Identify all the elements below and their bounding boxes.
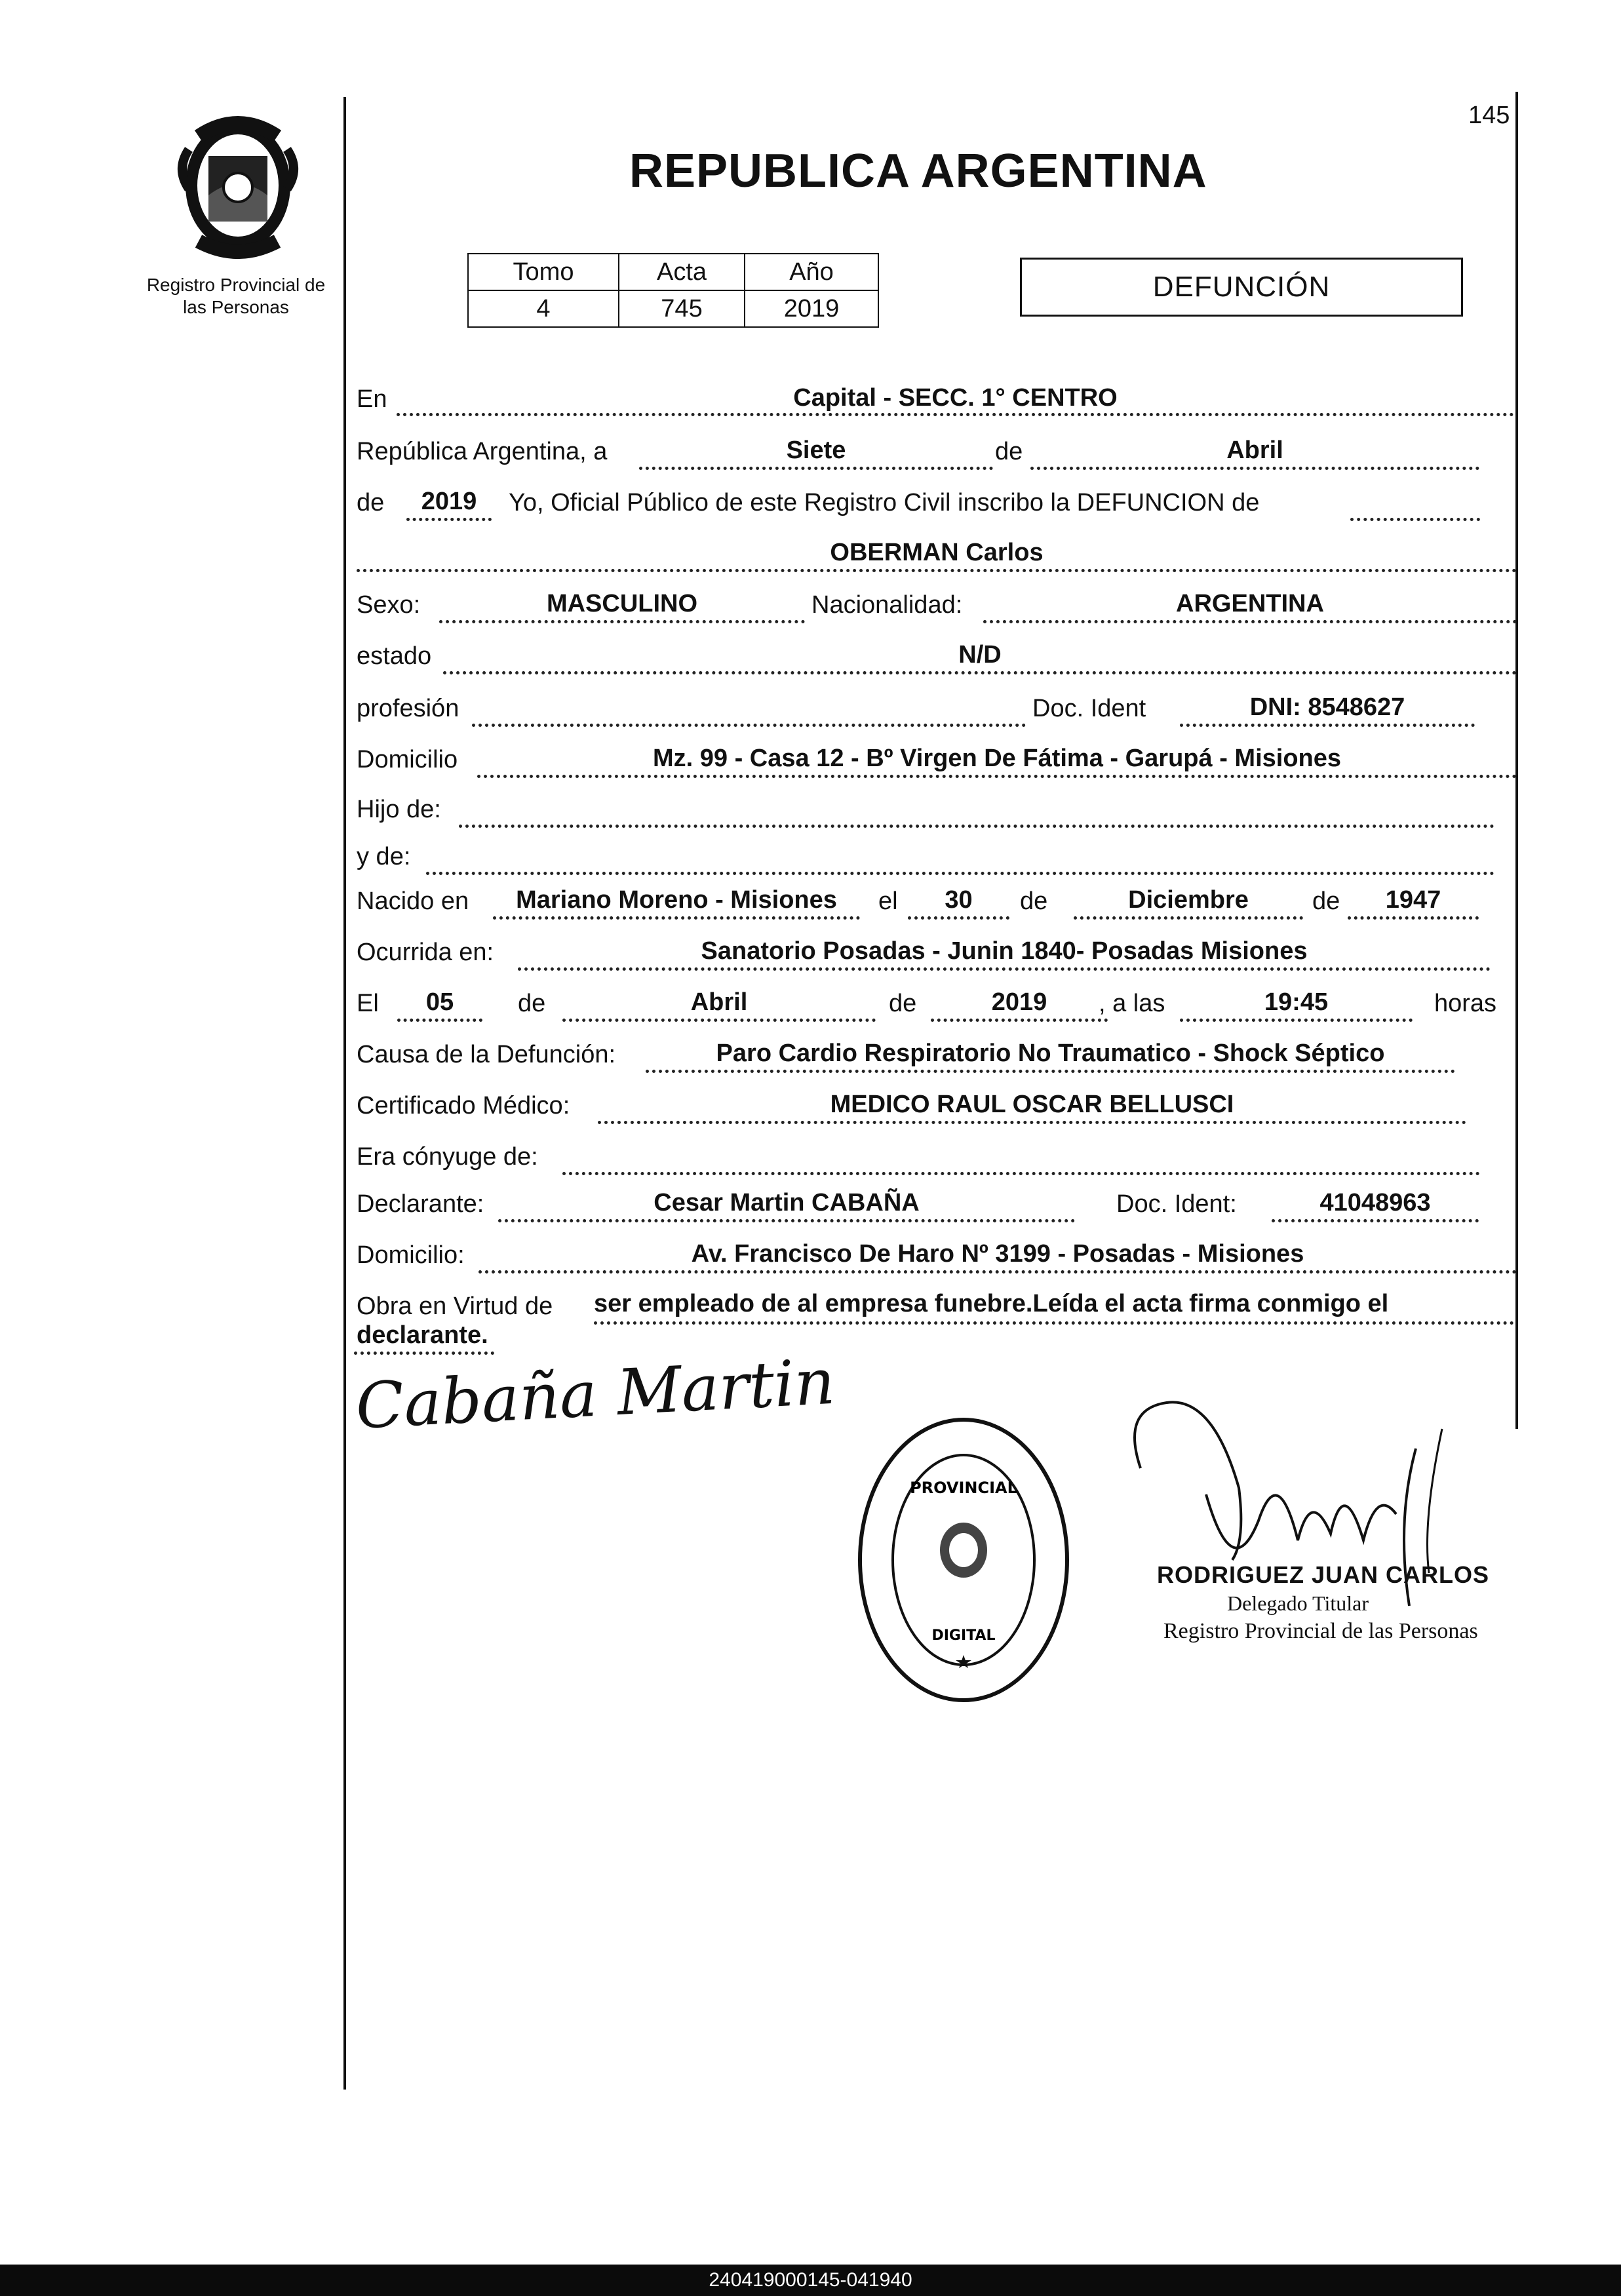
nac-anio-value: 1947	[1385, 886, 1441, 914]
domicilio-label: Domicilio	[357, 746, 458, 773]
officer-signature-icon	[1114, 1390, 1481, 1625]
estado-value: N/D	[958, 641, 1002, 669]
de-label: de	[995, 438, 1023, 465]
dia-value: Siete	[786, 437, 846, 464]
year-line	[406, 518, 492, 521]
decl-dom-label: Domicilio:	[357, 1241, 465, 1269]
nacido-label: Nacido en	[357, 887, 469, 915]
conyuge-label: Era cónyuge de:	[357, 1143, 538, 1171]
def-de2-label: de	[889, 990, 917, 1017]
mes-line	[1030, 467, 1479, 470]
record-table-cell: 745	[619, 290, 745, 327]
sexo-line	[439, 620, 805, 623]
def-anio-line	[931, 1019, 1108, 1022]
causa-line	[646, 1070, 1455, 1073]
obra-value-line1: ser empleado de al empresa funebre.Leída el acta firma conmigo el	[594, 1290, 1389, 1317]
causa-value: Paro Cardio Respiratorio No Traumatico - Shock Séptico	[716, 1040, 1385, 1067]
decl-dom-line	[478, 1270, 1517, 1274]
obra-line-1	[594, 1321, 1514, 1325]
officer-name: RODRIGUEZ JUAN CARLOS	[1157, 1561, 1490, 1588]
nacionalidad-label: Nacionalidad:	[811, 591, 963, 619]
record-table-cell: 2019	[745, 290, 878, 327]
hora-value: 19:45	[1264, 988, 1329, 1016]
de-year-label: de	[357, 489, 385, 516]
record-table-header: Año	[745, 254, 878, 290]
declarant-signature: Cabaña Martin	[354, 1344, 837, 1443]
registry-caption	[131, 274, 341, 319]
def-dia-line	[397, 1019, 482, 1022]
svg-text:PROVINCIAL: PROVINCIAL	[910, 1479, 1017, 1497]
domicilio-line	[477, 775, 1517, 778]
declarante-label: Declarante:	[357, 1190, 484, 1218]
def-de1-label: de	[518, 990, 546, 1017]
nacionalidad-value: ARGENTINA	[1176, 590, 1324, 617]
obra-value-line2: declarante.	[357, 1321, 488, 1349]
def-dia-value: 05	[425, 988, 454, 1016]
republica-label: República Argentina, a	[357, 438, 608, 465]
yde-label: y de:	[357, 843, 411, 870]
sexo-label: Sexo:	[357, 591, 421, 619]
def-mes-value: Abril	[690, 988, 748, 1016]
coat-of-arms-icon	[163, 110, 313, 261]
nac-anio-line	[1348, 916, 1479, 920]
declarante-line	[498, 1219, 1075, 1222]
registry-caption-line1: Registro Provincial de	[146, 275, 326, 295]
left-margin-rule	[343, 97, 346, 2090]
record-table-header: Tomo	[468, 254, 619, 290]
document-type-box	[1020, 258, 1463, 317]
obra-label: Obra en Virtud de	[357, 1293, 553, 1320]
estado-line	[443, 671, 1517, 674]
alas-label: , a las	[1099, 990, 1165, 1017]
year-value: 2019	[421, 488, 477, 515]
registry-seal	[852, 1409, 1075, 1714]
ocurrida-label: Ocurrida en:	[357, 939, 494, 966]
record-table-cell: 4	[468, 290, 619, 327]
el-label: el	[878, 887, 898, 915]
record-table-header-row	[468, 254, 878, 290]
dia-line	[639, 467, 993, 470]
page-number: 145	[1468, 102, 1510, 129]
doc-ident-label: Doc. Ident	[1032, 695, 1146, 722]
def-anio-value: 2019	[991, 988, 1047, 1016]
decl-dom-value: Av. Francisco De Haro Nº 3199 - Posadas - Misiones	[691, 1240, 1304, 1268]
nac-dia-value: 30	[945, 886, 973, 914]
certificado-value: MEDICO RAUL OSCAR BELLUSCI	[830, 1091, 1234, 1118]
mes-value: Abril	[1226, 437, 1283, 464]
nac-mes-line	[1074, 916, 1303, 920]
nac-dia-line	[908, 916, 1009, 920]
nacionalidad-line	[983, 620, 1517, 623]
en-line	[397, 413, 1514, 416]
nacido-line	[493, 916, 860, 920]
hora-line	[1180, 1019, 1413, 1022]
oficial-text: Yo, Oficial Público de este Registro Civil inscribo la DEFUNCION de	[509, 489, 1260, 516]
page-title: REPUBLICA ARGENTINA	[629, 145, 1207, 197]
certificado-label: Certificado Médico:	[357, 1092, 570, 1119]
nac-mes-value: Diciembre	[1128, 886, 1249, 914]
profesion-label: profesión	[357, 695, 459, 722]
domicilio-value: Mz. 99 - Casa 12 - Bº Virgen De Fátima - Garupá - Misiones	[652, 745, 1342, 772]
document-type-label: DEFUNCIÓN	[1152, 271, 1331, 303]
ocurrida-line	[518, 967, 1491, 971]
decl-doc-label: Doc. Ident:	[1116, 1190, 1237, 1218]
ocurrida-value: Sanatorio Posadas - Junin 1840- Posadas Misiones	[701, 937, 1308, 965]
barcode-footer	[0, 2265, 1621, 2296]
causa-label: Causa de la Defunción:	[357, 1041, 616, 1068]
seal-stamp-icon	[852, 1409, 1075, 1711]
obra-line-2	[354, 1352, 494, 1355]
provincial-emblem	[163, 110, 313, 261]
decl-doc-value: 41048963	[1319, 1189, 1431, 1216]
doc-ident-line	[1180, 724, 1475, 727]
hijo-line	[459, 825, 1494, 828]
record-table-header: Acta	[619, 254, 745, 290]
nombre-value: OBERMAN Carlos	[830, 539, 1044, 566]
nombre-line	[357, 569, 1517, 572]
sexo-value: MASCULINO	[546, 590, 698, 617]
registry-caption-line2: las Personas	[183, 297, 289, 317]
profesion-line	[472, 724, 1026, 727]
certificado-line	[598, 1121, 1466, 1124]
svg-text:DIGITAL: DIGITAL	[931, 1627, 996, 1644]
en-value: Capital - SECC. 1° CENTRO	[793, 384, 1118, 412]
hijo-label: Hijo de:	[357, 796, 441, 823]
oficial-trailing-line	[1350, 518, 1480, 521]
officer-role: Delegado Titular	[1227, 1591, 1369, 1615]
estado-label: estado	[357, 642, 432, 670]
horas-label: horas	[1434, 990, 1497, 1017]
nacido-value: Mariano Moreno - Misiones	[516, 886, 837, 914]
conyuge-line	[562, 1172, 1480, 1175]
officer-registry: Registro Provincial de las Personas	[1163, 1619, 1478, 1643]
nac-de2-label: de	[1312, 887, 1340, 915]
def-mes-line	[562, 1019, 876, 1022]
en-label: En	[357, 385, 387, 413]
record-table	[467, 253, 879, 328]
el2-label: El	[357, 990, 379, 1017]
nac-de1-label: de	[1020, 887, 1048, 915]
doc-ident-value: DNI: 8548627	[1249, 693, 1405, 721]
record-table-value-row	[468, 290, 878, 327]
decl-doc-line	[1272, 1219, 1479, 1222]
yde-line	[426, 872, 1494, 875]
barcode-text: 240419000145-041940	[709, 2269, 912, 2291]
declarante-value: Cesar Martin CABAÑA	[654, 1189, 920, 1216]
